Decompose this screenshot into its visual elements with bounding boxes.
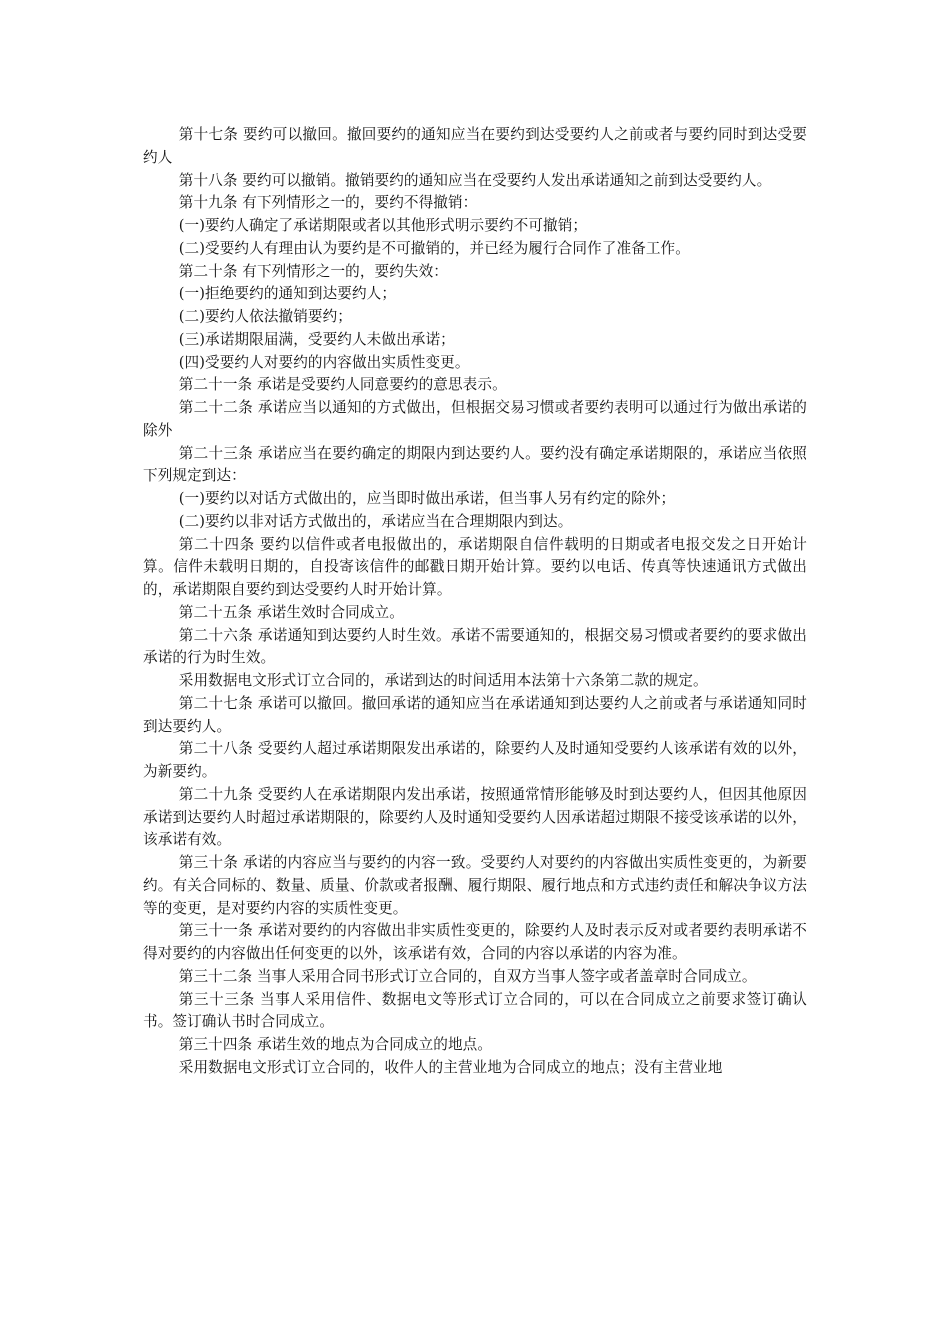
paragraph-article-26: 第二十六条 承诺通知到达要约人时生效。承诺不需要通知的，根据交易习惯或者要约的要求做出承诺的行为时生效。	[143, 626, 807, 667]
paragraph-article-25: 第二十五条 承诺生效时合同成立。	[178, 603, 404, 621]
paragraph-article-26-clause-2: 采用数据电文形式订立合同的，承诺到达的时间适用本法第十六条第二款的规定。	[178, 672, 708, 689]
list-item: (一)拒绝要约的通知到达要约人；	[178, 285, 397, 303]
paragraph-article-34: 第三十四条 承诺生效的地点为合同成立的地点。	[178, 1036, 493, 1053]
paragraph-article-24: 第二十四条 要约以信件或者电报做出的，承诺期限自信件载明的日期或者电报交发之日开始计算。信件未载明日期的，自投寄该信件的邮戳日期开始计算。要约以电话、传真等快速通讯方式做出的，承诺期限自要约到达受要约人时开始计算。	[143, 535, 807, 598]
paragraph-article-23: 第二十三条 承诺应当在要约确定的期限内到达要约人。要约没有确定承诺期限的，承诺应当依照下列规定到达：	[143, 444, 807, 485]
paragraph-article-19: 第十九条 有下列情形之一的，要约不得撤销：	[178, 194, 478, 212]
paragraph-article-29: 第二十九条 受要约人在承诺期限内发出承诺，按照通常情形能够及时到达要约人，但因其他原因承诺到达要约人时超过承诺期限的，除要约人及时通知受要约人因承诺超过期限不接受该承诺的以外，该承诺有效。	[143, 785, 807, 849]
list-item: (二)受要约人有理由认为要约是不可撤销的，并已经为履行合同作了准备工作。	[178, 239, 690, 257]
paragraph-article-18: 第十八条 要约可以撤销。撤销要约的通知应当在受要约人发出承诺通知之前到达受要约人。	[178, 171, 772, 189]
paragraph-article-30: 第三十条 承诺的内容应当与要约的内容一致。受要约人对要约的内容做出实质性变更的，为新要约。有关合同标的、数量、质量、价款或者报酬、履行期限、履行地点和方式违约责任和解决争议方法等的变更，是对要约内容的实质性变更。	[143, 854, 807, 917]
paragraph-article-21: 第二十一条 承诺是受要约人同意要约的意思表示。	[178, 376, 507, 394]
paragraph-article-32: 第三十二条 当事人采用合同书形式订立合同的，自双方当事人签字或者盖章时合同成立。	[178, 967, 757, 985]
paragraph-article-34-clause-2: 采用数据电文形式订立合同的，收件人的主营业地为合同成立的地点；没有主营业地	[178, 1058, 723, 1076]
document-page	[143, 124, 807, 1080]
paragraph-article-20: 第二十条 有下列情形之一的，要约失效：	[178, 262, 448, 280]
list-item: (一)要约人确定了承诺期限或者以其他形式明示要约不可撤销；	[178, 217, 588, 234]
list-item: (三)承诺期限届满，受要约人未做出承诺；	[178, 330, 455, 348]
paragraph-article-28: 第二十八条 受要约人超过承诺期限发出承诺的，除要约人及时通知受要约人该承诺有效的以外，为新要约。	[143, 740, 807, 780]
paragraph-article-33: 第三十三条 当事人采用信件、数据电文等形式订立合同的，可以在合同成立之前要求签订确认书。签订确认书时合同成立。	[143, 990, 807, 1031]
list-item: (四)受要约人对要约的内容做出实质性变更。	[178, 353, 470, 371]
paragraph-article-27: 第二十七条 承诺可以撤回。撤回承诺的通知应当在承诺通知到达要约人之前或者与承诺通知同时到达要约人。	[143, 694, 807, 735]
paragraph-article-22: 第二十二条 承诺应当以通知的方式做出，但根据交易习惯或者要约表明可以通过行为做出承诺的除外	[143, 399, 807, 439]
paragraph-article-17: 第十七条 要约可以撤回。撤回要约的通知应当在要约到达受要约人之前或者与要约同时到达受要约人	[143, 126, 807, 166]
list-item: (二)要约以非对话方式做出的，承诺应当在合理期限内到达。	[178, 512, 573, 530]
list-item: (一)要约以对话方式做出的，应当即时做出承诺，但当事人另有约定的除外；	[178, 490, 676, 507]
list-item: (二)要约人依法撤销要约；	[178, 308, 352, 325]
paragraph-article-31: 第三十一条 承诺对要约的内容做出非实质性变更的，除要约人及时表示反对或者要约表明承诺不得对要约的内容做出任何变更的以外，该承诺有效，合同的内容以承诺的内容为准。	[143, 922, 807, 962]
